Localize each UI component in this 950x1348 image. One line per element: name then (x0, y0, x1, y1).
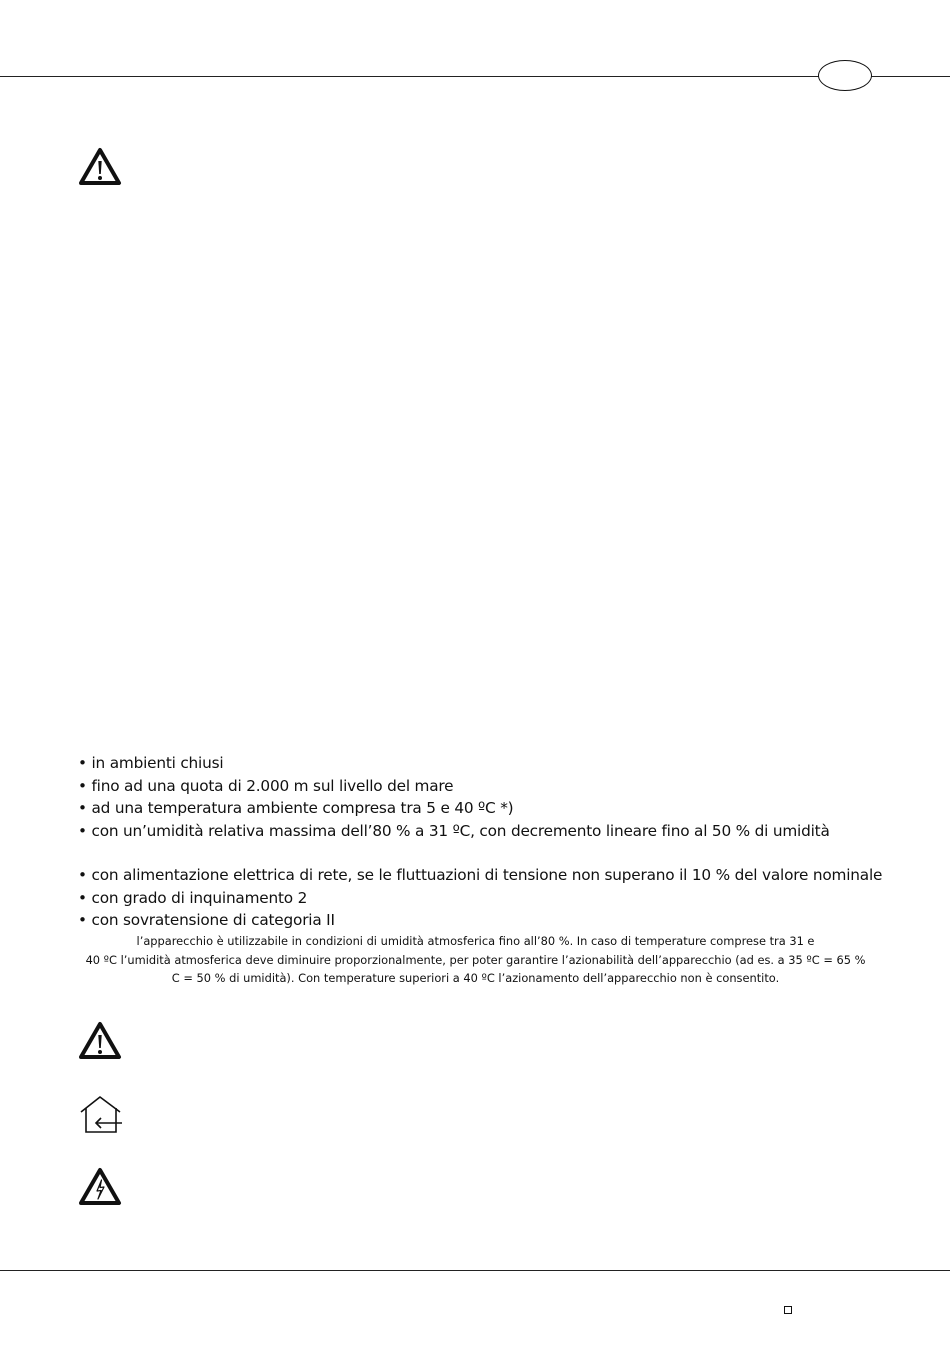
language-tab-oval (818, 60, 872, 91)
operating-conditions-list (78, 752, 883, 932)
list-item: • con un’umidità relativa massima dell’80 % a 31 ºC, con decremento lineare fino al 50 % di umidità (78, 821, 830, 840)
warning-triangle-icon (78, 146, 122, 186)
high-voltage-triangle-icon (78, 1166, 122, 1206)
warning-triangle-icon (78, 1020, 122, 1060)
header-rule (0, 76, 950, 77)
footnote-line: C = 50 % di umidità). Con temperature superiori a 40 ºC l’azionamento dell’apparecchio non è consentito. (171, 971, 780, 985)
humidity-footnote (78, 932, 873, 988)
list-item: • con sovratensione di categoria II (78, 911, 335, 929)
list-item: • con alimentazione elettrica di rete, se le fluttuazioni di tensione non superano il 10 % del valore nominale (78, 866, 883, 884)
list-item: • in ambienti chiusi (78, 754, 224, 772)
list-gap (78, 842, 878, 864)
list-item: • fino ad una quota di 2.000 m sul livello del mare (78, 776, 454, 795)
page-marker-square (784, 1306, 792, 1314)
footer-rule (0, 1270, 950, 1271)
footnote-line: l’apparecchio è utilizzabile in condizioni di umidità atmosferica fino all’80 %. In caso di temperature comprese tra 31 e (136, 934, 815, 948)
indoor-use-house-icon (78, 1094, 124, 1136)
list-item: • ad una temperatura ambiente compresa tra 5 e 40 ºC *) (78, 799, 514, 817)
footnote-line: 40 ºC l’umidità atmosferica deve diminuire proporzionalmente, per poter garantire l’azionabilità dell’apparecchio (ad es. a 35 ºC = 65 % (85, 952, 866, 967)
list-item: • con grado di inquinamento 2 (78, 888, 308, 907)
